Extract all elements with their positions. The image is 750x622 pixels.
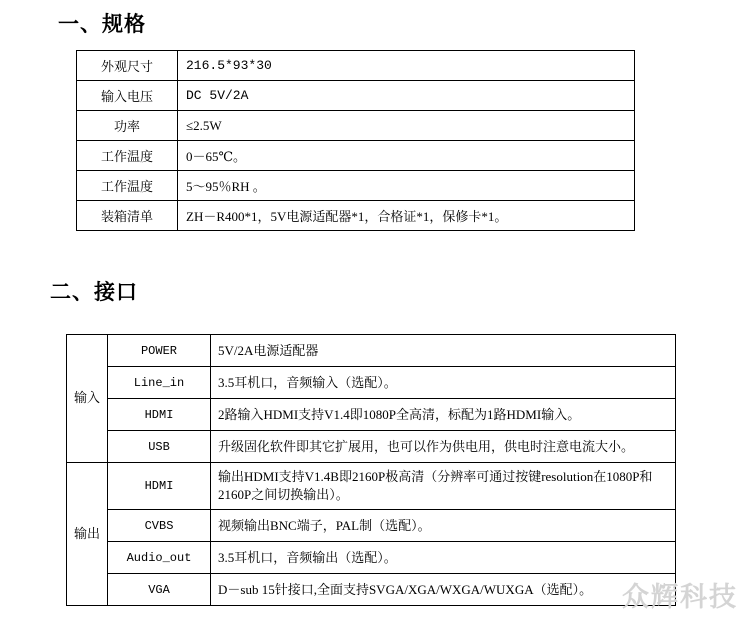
port-name: Line_in xyxy=(108,367,211,399)
port-name: USB xyxy=(108,431,211,463)
port-name: HDMI xyxy=(108,463,211,510)
port-description: 2路输入HDMI支持V1.4即1080P全高清，标配为1路HDMI输入。 xyxy=(211,399,676,431)
watermark-logo: 众辉科技 xyxy=(622,582,738,612)
table-row xyxy=(77,51,635,81)
port-description: 3.5耳机口，音频输入（选配）。 xyxy=(211,367,676,399)
table-row xyxy=(67,399,676,431)
spec-label: 工作温度 xyxy=(77,171,178,201)
spec-label: 输入电压 xyxy=(77,81,178,111)
table-row xyxy=(67,463,676,510)
spec-value: 216.5*93*30 xyxy=(178,51,635,81)
spec-value: ZH－R400*1，5V电源适配器*1，合格证*1，保修卡*1。 xyxy=(178,201,635,231)
port-name: VGA xyxy=(108,574,211,606)
port-name: CVBS xyxy=(108,510,211,542)
port-name: HDMI xyxy=(108,399,211,431)
table-row xyxy=(67,574,676,606)
port-name: Audio_out xyxy=(108,542,211,574)
port-name: POWER xyxy=(108,335,211,367)
spec-table xyxy=(76,50,635,231)
interface-group-output: 输出 xyxy=(67,463,108,606)
table-row xyxy=(67,542,676,574)
interface-group-input: 输入 xyxy=(67,335,108,463)
port-description: D－sub 15针接口,全面支持SVGA/XGA/WXGA/WUXGA（选配）。 xyxy=(211,574,676,606)
table-row xyxy=(77,111,635,141)
spec-label: 装箱清单 xyxy=(77,201,178,231)
port-description: 升级固化软件即其它扩展用，也可以作为供电用，供电时注意电流大小。 xyxy=(211,431,676,463)
table-row xyxy=(77,141,635,171)
spec-value: 0－65℃。 xyxy=(178,141,635,171)
port-description: 5V/2A电源适配器 xyxy=(211,335,676,367)
table-row xyxy=(77,201,635,231)
spec-label: 功率 xyxy=(77,111,178,141)
port-description: 输出HDMI支持V1.4B即2160P极高清（分辨率可通过按键resolution在1080P和2160P之间切换输出）。 xyxy=(211,463,676,510)
port-description: 3.5耳机口，音频输出（选配）。 xyxy=(211,542,676,574)
table-row xyxy=(67,335,676,367)
spec-label: 工作温度 xyxy=(77,141,178,171)
table-row xyxy=(77,81,635,111)
spec-value: DC 5V/2A xyxy=(178,81,635,111)
interface-table xyxy=(66,334,676,606)
spec-label: 外观尺寸 xyxy=(77,51,178,81)
port-description: 视频输出BNC端子，PAL制（选配）。 xyxy=(211,510,676,542)
spec-value: ≤2.5W xyxy=(178,111,635,141)
spec-value: 5～95％RH 。 xyxy=(178,171,635,201)
table-row xyxy=(67,367,676,399)
table-row xyxy=(67,431,676,463)
section-heading-interface: 二、接口 xyxy=(50,281,138,304)
table-row xyxy=(77,171,635,201)
table-row xyxy=(67,510,676,542)
section-heading-spec: 一、规格 xyxy=(58,13,146,36)
